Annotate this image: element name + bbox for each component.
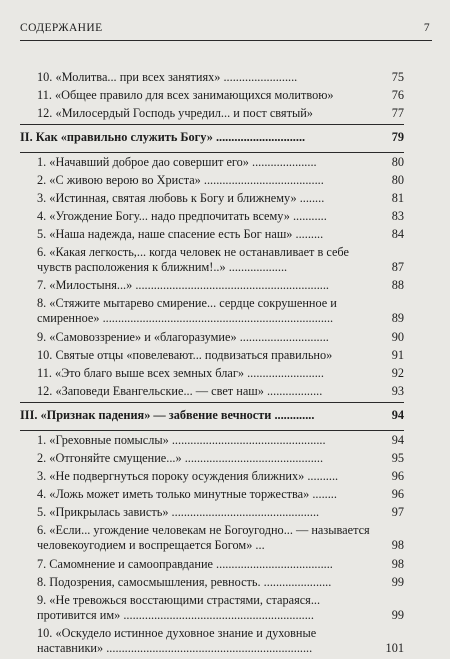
toc-entry-page: 101 <box>385 640 404 655</box>
toc-entry-title: 4. «Ложь может иметь только минутные торжества» ........ <box>37 487 337 502</box>
toc-entry <box>20 555 404 573</box>
toc-entry-title: 7. Самомнение и самооправдание ...................................... <box>37 556 333 571</box>
toc-entry-page: 97 <box>391 505 404 520</box>
toc-entry-page: 77 <box>391 105 404 120</box>
toc-entry-title: 1. «Начавший доброе дао совершит его» ..................... <box>37 154 317 169</box>
toc-entry <box>20 104 404 122</box>
toc-entry-page: 80 <box>391 172 404 187</box>
toc-entry-title: 12. «Милосердый Господь учредил... и пост святый» <box>37 105 313 120</box>
toc-entry <box>20 382 404 400</box>
toc-entry-page: 95 <box>391 451 404 466</box>
section-heading-title: III. «Признак падения» — забвение вечности ............. <box>20 408 315 423</box>
toc-entry-page: 94 <box>391 432 404 447</box>
section-heading-page: 79 <box>391 130 404 145</box>
toc-entry-page: 98 <box>391 538 404 553</box>
toc-entry <box>20 189 404 207</box>
toc-entry-title: 10. «Оскудело истинное духовное знание и духовные наставники» ................................................................... <box>37 625 317 655</box>
toc-entry-page: 88 <box>391 278 404 293</box>
running-title: СОДЕРЖАНИЕ <box>20 22 103 34</box>
toc-entry-page: 92 <box>391 365 404 380</box>
toc-entry-title: 9. «Самовоззрение» и «благоразумие» ............................. <box>37 329 329 344</box>
toc-entry-title: 11. «Это благо выше всех земных благ» ......................... <box>37 365 324 380</box>
toc-entry-title: 5. «Наша надежда, наше спасение есть Бог наш» ......... <box>37 227 324 242</box>
section-heading-page: 94 <box>391 408 404 423</box>
toc-entry-title: 10. «Молитва... при всех занятиях» ........................ <box>37 69 298 84</box>
toc-entry-page: 76 <box>391 87 404 102</box>
toc-entry <box>20 468 404 486</box>
section-heading <box>20 125 404 150</box>
toc-entry-title: 3. «Не подвергнуться пороку осуждения ближних» .......... <box>37 469 339 484</box>
toc-entry-title: 1. «Греховные помыслы» .................................................. <box>37 432 326 447</box>
toc-entry-page: 81 <box>391 191 404 206</box>
toc-entry-title: 8. Подозрения, самосмышления, ревность. ...................... <box>37 574 332 589</box>
toc-entry-title: 12. «Заповеди Евангельские... — свет наш» .................. <box>37 383 323 398</box>
toc-entry <box>20 591 404 624</box>
toc-entry <box>20 624 404 657</box>
toc-entry-title: 11. «Общее правило для всех занимающихся молитвою» <box>37 87 334 102</box>
toc-entry <box>20 226 404 244</box>
toc-entry-page: 84 <box>391 227 404 242</box>
toc-entry <box>20 431 404 449</box>
toc-entry <box>20 86 404 104</box>
running-header <box>20 20 432 38</box>
toc-entry-page: 80 <box>391 154 404 169</box>
toc-entry-page: 91 <box>391 347 404 362</box>
toc-entry <box>20 522 404 555</box>
toc-entry-title: 6. «Какая легкость,... когда человек не останавливает в себе чувств расположения к ближним!..» ................... <box>37 245 349 275</box>
toc-entry-title: 5. «Прикрылась зависть» ................................................ <box>37 505 320 520</box>
toc-entry <box>20 450 404 468</box>
toc-entry <box>20 244 404 277</box>
toc-entry <box>20 171 404 189</box>
toc-entry <box>20 68 404 86</box>
toc-entry-title: 2. «С живою верою во Христа» ....................................... <box>37 172 324 187</box>
toc-entry-page: 90 <box>391 329 404 344</box>
toc-entry-title: 6. «Если... угождение человекам не Богоугодно... — называется человекоугодием и воспрещается Богом» ... <box>37 523 370 553</box>
toc-entry <box>20 153 404 171</box>
toc-entry-page: 99 <box>391 574 404 589</box>
toc-entry-page: 98 <box>391 556 404 571</box>
section-heading <box>20 403 404 428</box>
toc-entry <box>20 277 404 295</box>
toc-entry-title: 2. «Отгоняйте смущение...» ............................................. <box>37 451 324 466</box>
header-rule <box>20 40 432 41</box>
toc-entry-page: 93 <box>391 383 404 398</box>
toc-entry-title: 4. «Угождение Богу... надо предпочитать всему» ........... <box>37 209 327 224</box>
section-heading-title: II. Как «правильно служить Богу» ............................. <box>20 130 306 145</box>
toc-entry <box>20 573 404 591</box>
toc-entry-page: 83 <box>391 209 404 224</box>
toc-entry <box>20 328 404 346</box>
table-of-contents <box>20 68 404 657</box>
toc-entry-page: 96 <box>391 469 404 484</box>
toc-entry-title: 9. «Не тревожься восстающими страстями, стараяся... противится им» .............................................................. <box>37 592 321 622</box>
toc-entry-page: 75 <box>391 69 404 84</box>
toc-entry-page: 87 <box>391 260 404 275</box>
toc-entry <box>20 486 404 504</box>
toc-entry <box>20 295 404 328</box>
toc-entry-page: 99 <box>391 607 404 622</box>
toc-entry-title: 7. «Милостыня...» ............................................................... <box>37 278 330 293</box>
toc-entry-title: 10. Святые отцы «повелевают... подвизаться правильно» <box>37 347 333 362</box>
toc-entry <box>20 346 404 364</box>
toc-entry <box>20 208 404 226</box>
toc-entry <box>20 364 404 382</box>
toc-entry-title: 3. «Истинная, святая любовь к Богу и ближнему» ........ <box>37 191 325 206</box>
page-number: 7 <box>423 22 430 34</box>
toc-entry-page: 89 <box>391 311 404 326</box>
toc-entry-title: 8. «Стяжите мытарево смирение... сердце сокрушенное и смиренное» ........................................................................... <box>37 296 337 326</box>
toc-entry-page: 96 <box>391 487 404 502</box>
toc-entry <box>20 504 404 522</box>
